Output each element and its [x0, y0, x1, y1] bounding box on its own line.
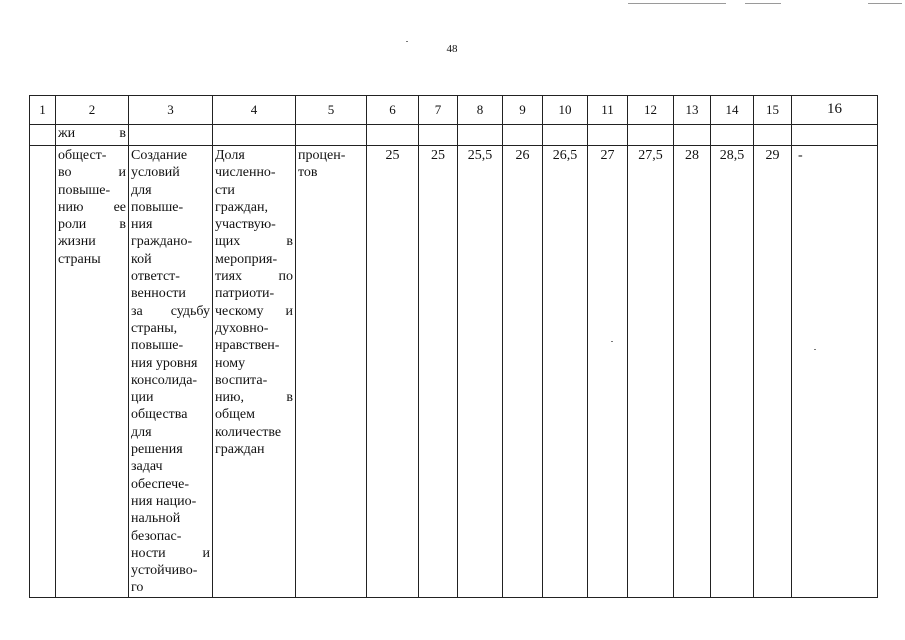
cell-line: жизни	[58, 234, 96, 250]
header-cell: 13	[674, 96, 711, 125]
cell-line: го	[131, 580, 144, 596]
table-row	[30, 146, 878, 598]
cell-line: процен-	[298, 148, 346, 163]
cell-line: для	[131, 424, 152, 440]
table-cell	[503, 125, 543, 146]
table-cell-value	[674, 146, 711, 598]
cell-line: ответст-	[131, 269, 180, 285]
cell-line: нию ее	[58, 199, 126, 215]
table-cell	[213, 125, 296, 146]
header-cell: 16	[792, 96, 878, 125]
value-text: 27,5	[638, 148, 663, 163]
cell-line: нравствен-	[215, 338, 280, 354]
header-cell: 4	[213, 96, 296, 125]
cell-line: обеспече-	[131, 476, 189, 492]
cell-line: патриоти-	[215, 286, 275, 302]
cell-line: щих в	[215, 234, 293, 250]
value-text: 26,5	[552, 148, 578, 163]
cell-line: кой	[131, 251, 152, 267]
cell-line: ния нацио-	[131, 493, 197, 509]
cell-line: нальной	[131, 511, 181, 527]
scan-line-top-3	[868, 3, 902, 4]
cell-line: консолида-	[131, 372, 198, 388]
table-cell	[543, 125, 588, 146]
cell-line: венности	[131, 286, 186, 302]
table-row-continuation	[30, 125, 878, 146]
table-cell	[458, 125, 503, 146]
cell-line: во и	[58, 165, 126, 181]
cell-line: мероприя-	[215, 251, 278, 267]
cell-line: для	[131, 182, 152, 198]
cell-line: ния уровня	[131, 355, 198, 371]
cell-line: Доля	[215, 148, 245, 163]
value-text: 28	[685, 148, 699, 163]
cell-line: ции	[131, 390, 154, 406]
table-cell-value	[458, 146, 503, 598]
header-cell: 3	[129, 96, 213, 125]
table-cell-value	[754, 146, 792, 598]
table-cell-value	[711, 146, 754, 598]
page-number: 48	[446, 43, 458, 55]
scan-line-top-2	[745, 3, 781, 4]
cell-line: нию, в	[215, 390, 293, 406]
cell-line: граждан,	[215, 199, 268, 215]
header-cell: 2	[56, 96, 129, 125]
cell-line: роли в	[58, 217, 126, 233]
cell-line: общем	[215, 407, 255, 423]
table-cell-notes	[792, 146, 878, 598]
table-cell	[367, 125, 419, 146]
cell-line: страны,	[131, 320, 178, 336]
header-cell: 6	[367, 96, 419, 125]
table-cell	[754, 125, 792, 146]
value-text: 25	[385, 148, 400, 163]
table-cell	[30, 125, 56, 146]
cell-line: ния	[131, 217, 153, 233]
cell-line: духовно-	[215, 320, 269, 336]
cell-line: воспита-	[215, 372, 268, 388]
table-cell-value	[419, 146, 458, 598]
cell-line: общест-	[58, 148, 107, 163]
table-cell	[588, 125, 628, 146]
table-cell	[628, 125, 674, 146]
cell-line: ческому и	[215, 303, 293, 319]
table-cell	[56, 125, 129, 146]
value-text: 26	[515, 148, 530, 163]
table-cell-task	[129, 146, 213, 598]
cell-line: повыше-	[131, 199, 184, 215]
table-cell	[30, 146, 56, 598]
header-cell: 11	[588, 96, 628, 125]
cell-line: тиях по	[215, 269, 293, 285]
header-cell: 14	[711, 96, 754, 125]
cell-line: безопас-	[131, 528, 182, 544]
value-text: 28,5	[719, 148, 745, 163]
value-text: 27	[600, 148, 615, 163]
cell-line: ности и	[131, 545, 210, 561]
value-text: 25	[431, 148, 445, 163]
table-cell-value	[503, 146, 543, 598]
cell-line: условий	[131, 165, 180, 181]
notes-text: -	[798, 148, 803, 163]
cell-line: повыше-	[58, 182, 111, 198]
cell-line: тов	[298, 165, 318, 181]
cell-line: решения	[131, 442, 183, 458]
table-cell-unit	[296, 146, 367, 598]
header-cell: 15	[754, 96, 792, 125]
table-cell	[711, 125, 754, 146]
table-cell	[419, 125, 458, 146]
table-cell	[296, 125, 367, 146]
header-cell: 5	[296, 96, 367, 125]
table-cell-indicator	[213, 146, 296, 598]
header-cell: 7	[419, 96, 458, 125]
value-text: 29	[765, 148, 780, 163]
table-cell	[129, 125, 213, 146]
header-cell: 10	[543, 96, 588, 125]
value-text: 25,5	[467, 148, 493, 163]
cell-line: Создание	[131, 148, 188, 163]
cell-line: задач	[131, 459, 163, 475]
cell-line: сти	[215, 182, 235, 198]
scan-speck	[406, 41, 408, 42]
header-cell: 8	[458, 96, 503, 125]
cell-line: граждан	[215, 442, 265, 458]
cell-line: страны	[58, 251, 101, 267]
cell-line: количестве	[215, 424, 282, 440]
cell-line: устойчиво-	[131, 563, 198, 579]
table-cell-value	[588, 146, 628, 598]
header-cell: 1	[30, 96, 56, 125]
table-cell	[792, 125, 878, 146]
table-cell-value	[367, 146, 419, 598]
cell-line: граждано-	[131, 234, 193, 250]
header-cell: 9	[503, 96, 543, 125]
table-cell-value	[543, 146, 588, 598]
cell-line: за судьбу	[131, 303, 210, 319]
table-cell-value	[628, 146, 674, 598]
table-cell-goal	[56, 146, 129, 598]
cell-line: повыше-	[131, 338, 184, 354]
table-cell	[674, 125, 711, 146]
header-cell: 12	[628, 96, 674, 125]
data-table	[29, 95, 878, 598]
scan-line-top-1	[628, 3, 726, 4]
cell-line: численно-	[215, 165, 276, 181]
table-header-row	[30, 96, 878, 125]
cell-line: ному	[215, 355, 246, 371]
cell-text: жи в	[58, 126, 126, 141]
cell-line: общества	[131, 407, 188, 423]
cell-line: участвую-	[215, 217, 276, 233]
